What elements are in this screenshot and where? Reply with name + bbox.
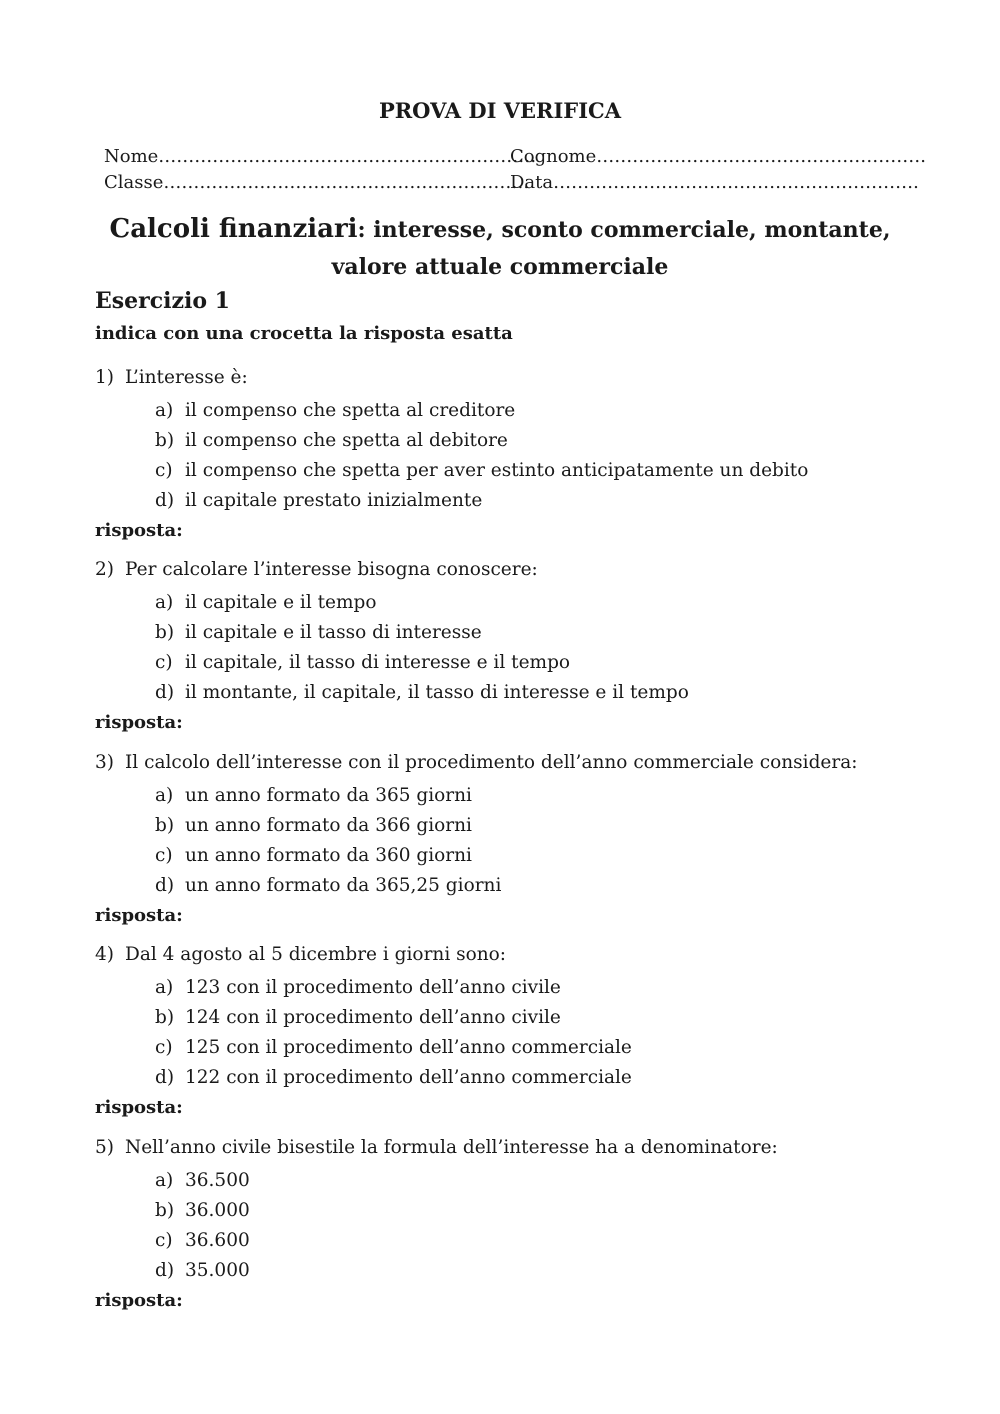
question-5 [95, 1136, 955, 1313]
exercise-instruction: indica con una crocetta la risposta esatta [95, 323, 513, 344]
option-text: il compenso che spetta al creditore [185, 400, 516, 421]
option-letter: d) [155, 682, 175, 703]
option-a[interactable] [155, 396, 955, 426]
data-field: Data……………………………………………………. [510, 172, 919, 193]
option-letter: d) [155, 875, 175, 896]
option-list [155, 396, 955, 516]
option-text: il compenso che spetta per aver estinto anticipatamente un debito [185, 460, 809, 481]
question-prompt: Il calcolo dell’interesse con il procedimento dell’anno commerciale considera: [125, 752, 858, 773]
option-letter: b) [155, 622, 175, 643]
page-title: PROVA DI VERIFICA [378, 98, 622, 123]
question-prompt: Nell’anno civile bisestile la formula dell’interesse ha a denominatore: [125, 1137, 778, 1158]
option-b[interactable] [155, 1003, 955, 1033]
option-c[interactable] [155, 648, 955, 678]
option-text: 123 con il procedimento dell’anno civile [185, 977, 561, 998]
option-text: il capitale prestato inizialmente [185, 490, 483, 511]
question-text [95, 943, 955, 967]
option-letter: c) [155, 652, 173, 673]
option-text: 125 con il procedimento dell’anno commerciale [185, 1037, 632, 1058]
topic-title-lead: Calcoli finanziari [109, 214, 358, 244]
question-text [95, 558, 955, 582]
question-prompt: Per calcolare l’interesse bisogna conoscere: [125, 559, 538, 580]
option-letter: a) [155, 592, 174, 613]
option-c[interactable] [155, 1226, 955, 1256]
option-c[interactable] [155, 841, 955, 871]
option-list [155, 781, 955, 901]
question-number: 4) [95, 944, 114, 965]
option-text: un anno formato da 365,25 giorni [185, 875, 502, 896]
option-text: un anno formato da 366 giorni [185, 815, 472, 836]
classe-field: Classe……………………………………………………. [104, 172, 530, 193]
option-text: 36.000 [185, 1200, 250, 1221]
option-text: il capitale e il tempo [185, 592, 377, 613]
option-letter: b) [155, 1007, 175, 1028]
option-c[interactable] [155, 456, 955, 486]
question-number: 2) [95, 559, 114, 580]
option-b[interactable] [155, 426, 955, 456]
option-text: il compenso che spetta al debitore [185, 430, 508, 451]
nome-field: Nome……………………………………………………… [104, 146, 537, 167]
option-letter: d) [155, 1067, 175, 1088]
option-c[interactable] [155, 1033, 955, 1063]
option-letter: d) [155, 490, 175, 511]
answer-label: risposta: [95, 1097, 183, 1118]
option-text: un anno formato da 360 giorni [185, 845, 472, 866]
option-list [155, 1166, 955, 1286]
option-letter: d) [155, 1260, 175, 1281]
option-a[interactable] [155, 1166, 955, 1196]
option-letter: b) [155, 430, 175, 451]
option-text: il capitale, il tasso di interesse e il tempo [185, 652, 571, 673]
question-text [95, 366, 955, 390]
option-d[interactable] [155, 486, 955, 516]
option-d[interactable] [155, 1256, 955, 1286]
option-letter: c) [155, 845, 173, 866]
option-letter: b) [155, 1200, 175, 1221]
cognome-field: Cognome………………………………………………. [510, 146, 927, 167]
option-b[interactable] [155, 811, 955, 841]
answer-label: risposta: [95, 905, 183, 926]
question-prompt: Dal 4 agosto al 5 dicembre i giorni sono: [125, 944, 507, 965]
option-text: 35.000 [185, 1260, 250, 1281]
question-number: 3) [95, 752, 114, 773]
option-a[interactable] [155, 781, 955, 811]
option-list [155, 973, 955, 1093]
topic-title-rest: : interesse, sconto commerciale, montante, [357, 217, 891, 243]
question-2 [95, 558, 955, 735]
option-b[interactable] [155, 1196, 955, 1226]
question-text [95, 751, 955, 775]
topic-title-line-1 [0, 212, 1000, 249]
option-d[interactable] [155, 871, 955, 901]
option-text: 124 con il procedimento dell’anno civile [185, 1007, 561, 1028]
question-3 [95, 751, 955, 928]
question-prompt: L’interesse è: [125, 367, 248, 388]
topic-title-line-2 [0, 250, 1000, 286]
option-letter: b) [155, 815, 175, 836]
option-text: il capitale e il tasso di interesse [185, 622, 482, 643]
option-letter: a) [155, 785, 174, 806]
option-b[interactable] [155, 618, 955, 648]
question-4 [95, 943, 955, 1120]
topic-title-line-2-text: valore attuale commerciale [331, 254, 669, 280]
question-text [95, 1136, 955, 1160]
option-d[interactable] [155, 678, 955, 708]
option-text: 36.600 [185, 1230, 250, 1251]
answer-label: risposta: [95, 1290, 183, 1311]
question-number: 1) [95, 367, 114, 388]
question-1 [95, 366, 955, 543]
option-letter: c) [155, 1230, 173, 1251]
option-a[interactable] [155, 588, 955, 618]
option-text: il montante, il capitale, il tasso di interesse e il tempo [185, 682, 689, 703]
option-letter: c) [155, 1037, 173, 1058]
question-number: 5) [95, 1137, 114, 1158]
option-letter: c) [155, 460, 173, 481]
option-d[interactable] [155, 1063, 955, 1093]
option-letter: a) [155, 977, 174, 998]
option-letter: a) [155, 1170, 174, 1191]
option-text: 122 con il procedimento dell’anno commerciale [185, 1067, 632, 1088]
exercise-title: Esercizio 1 [95, 288, 230, 314]
option-text: un anno formato da 365 giorni [185, 785, 472, 806]
option-list [155, 588, 955, 708]
answer-label: risposta: [95, 712, 183, 733]
option-letter: a) [155, 400, 174, 421]
option-a[interactable] [155, 973, 955, 1003]
answer-label: risposta: [95, 520, 183, 541]
option-text: 36.500 [185, 1170, 250, 1191]
